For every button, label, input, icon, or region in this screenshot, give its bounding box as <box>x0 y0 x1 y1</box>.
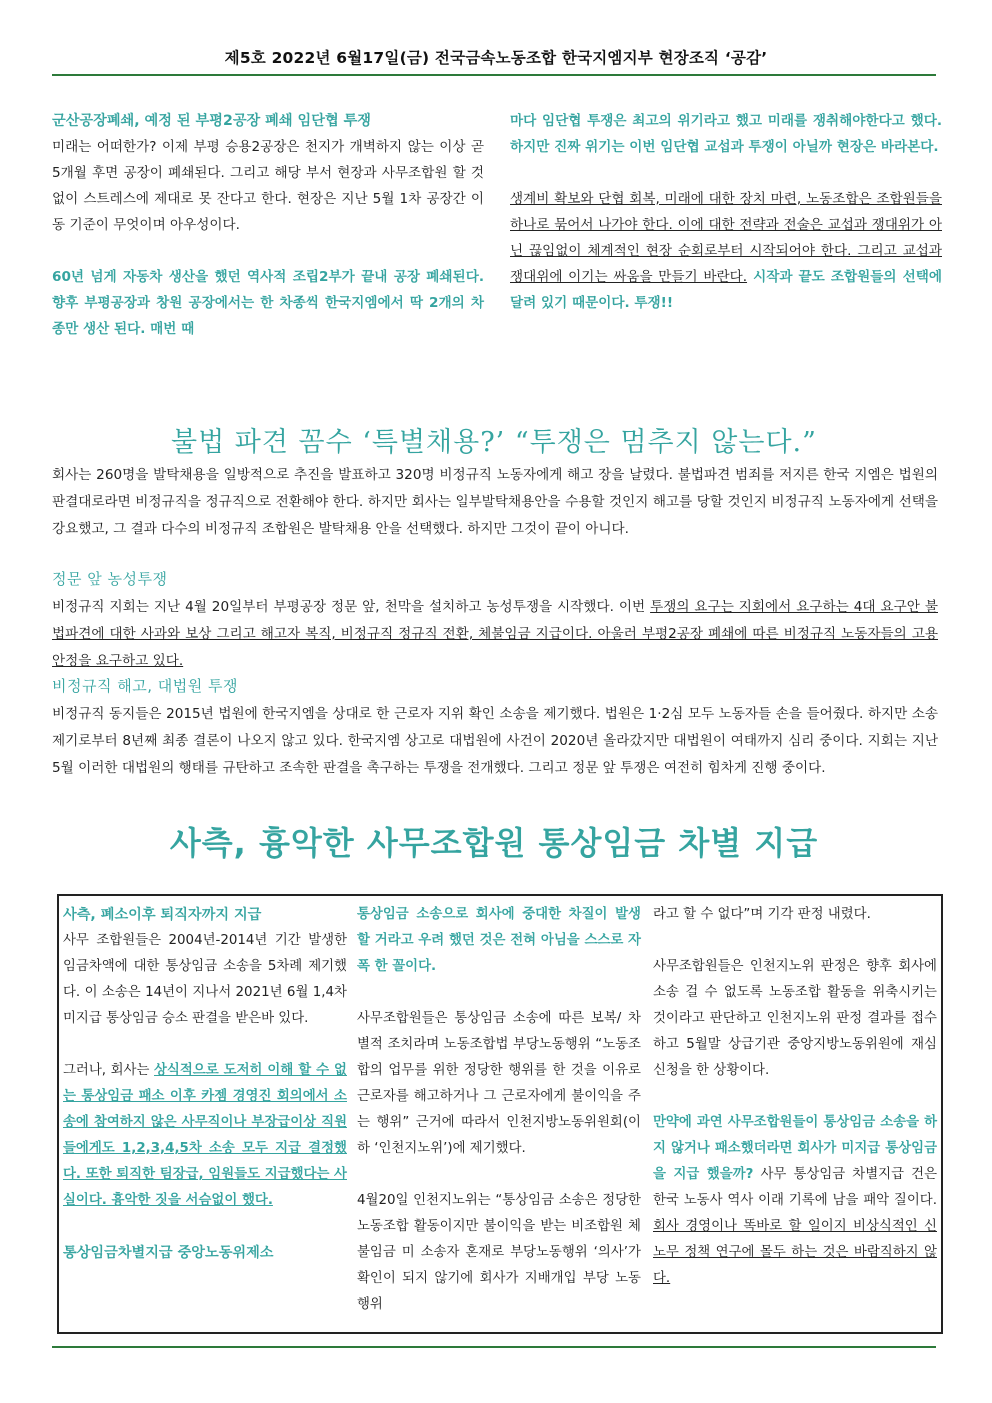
section1-paragraph-3: 마다 임단협 투쟁은 최고의 위기라고 했고 미래를 쟁취해야한다고 했다. 하지만 진짜 위기는 이번 임단협 교섭과 투쟁이 아닐까 현장은 바라본다. <box>510 113 942 155</box>
box-column1-paragraph-2: 그러나, 회사는 상식적으로 도저히 이해 할 수 없는 통상임금 패소 이후 카젬 경영진 회의에서 소송에 참여하지 않은 사무직이나 부장급이상 직원들에게도 1,2,3,4,5차 소송 모두 지급 결정했다. 또한 퇴직한 팀장급, 임원들도 지급했다는 사실이다. 흉악한 짓을 서슴없이 했다. <box>63 1063 347 1208</box>
section1-paragraph-2: 60년 넘게 자동차 생산을 했던 역사적 조립2부가 끝내 공장 폐쇄된다. 향후 부평공장과 창원 공장에서는 한 차종씩 한국지엠에서 딱 2개의 차종만 생산 된다. 매번 때 <box>52 269 484 337</box>
section1-paragraph-1: 미래는 어떠한가? 이제 부평 승용2공장은 천지가 개벽하지 않는 이상 곧 5개월 후면 공장이 폐쇄된다. 그리고 해당 부서 현장과 사무조합원 할 것 없이 스트레스에 제대로 못 잔다고 한다. 현장은 지난 5월 1차 공장간 이동 기준이 무엇이며 아우성이다. <box>52 139 484 233</box>
section1-paragraph-4 <box>510 186 942 316</box>
box-column3-paragraph-2: 사무조합원들은 인천지노위 판정은 향후 회사에 소송 걸 수 없도록 노동조합 활동을 위축시키는 것이라고 판단하고 인천지노위 판정 결과를 접수하고 5월말 상급기관 중앙지방노동위원에 재심 신청을 한 상황이다. <box>653 959 937 1078</box>
box-column3-underlined-text: 회사 경영이나 똑바로 할 일이지 비상식적인 신 노무 정책 연구에 몰두 하는 것은 바람직하지 않다. <box>653 1219 937 1286</box>
section2-sit-in-text: 비정규직 지회는 지난 4월 20일부터 부평공장 정문 앞, 천막을 설치하고 농성투쟁을 시작했다. 이번 투쟁의 요구는 지회에서 요구하는 4대 요구안 불법파견에 대한 사과와 보상 그리고 해고자 복직, 비정규직 정규직 전환, 체불임금 지급이다. 아울러 부평2공장 폐쇄에 따른 비정규직 노동자들의 고용안정을 요구하고 있다. <box>52 599 938 669</box>
section1-heading: 군산공장폐쇄, 예정 된 부평2공장 폐쇄 임단협 투쟁 <box>52 113 372 129</box>
newsletter-header: 제5호 2022년 6월17일(금) 전국금속노동조합 한국지엠지부 현장조직 ‘공감’ <box>224 49 768 67</box>
box-column3-teal-text: 만약에 과연 사무조합원들이 통상임금 소송을 하지 않거나 패소했더라면 회사가 미지급 통상임금을 지급 했을까? <box>653 1115 937 1182</box>
section1-closing-text: 시작과 끝도 조합원들의 선택에 달려 있기 때문이다. 투쟁!! <box>510 269 942 311</box>
section2-subheading-sit-in: 정문 앞 농성투쟁 <box>52 570 168 588</box>
box-column3-paragraph-1: 라고 할 수 없다”며 기각 판정 내렸다. <box>653 907 871 922</box>
box-column2-paragraph-3: 4월20일 인천지노위는 “통상임금 소송은 정당한 노동조합 활동이지만 불이익을 받는 비조합원 체불임금 미 소송자 혼재로 부당노동행위 ‘의사’가 확인이 되지 않기에 회사가 지배개입 부당 노동행위 <box>357 1193 641 1312</box>
box-column1-highlight: 상식적으로 도저히 이해 할 수 없는 통상임금 패소 이후 카젬 경영진 회의에서 소송에 참여하지 않은 사무직이나 부장급이상 직원들에게도 1,2,3,4,5차 소송 모두 지급 결정했다. 또한 퇴직한 팀장급, 임원들도 지급했다는 사실이다. 흉악한 짓을 서슴없이 했다. <box>63 1063 347 1208</box>
box-column2-paragraph-1: 통상임금 소송으로 회사에 중대한 차질이 발생 할 거라고 우려 했던 것은 전혀 아님을 스스로 자폭 한 꼴이다. <box>357 907 641 974</box>
section2-supreme-court-text: 비정규직 동지들은 2015년 법원에 한국지엠을 상대로 한 근로자 지위 확인 소송을 제기했다. 법원은 1·2심 모두 노동자들 손을 들어줬다. 하지만 소송 제기로부터 8년째 최종 결론이 나오지 않고 있다. 한국지엠 상고로 대법원에 사건이 2020년 올라갔지만 대법원이 여태까지 심리 중이다. 지회는 지난 5월 이러한 대법원의 행태를 규탄하고 조속한 판결을 촉구하는 투쟁을 전개했다. 그리고 정문 앞 투쟁은 여전히 힘차게 진행 중이다. <box>52 706 938 776</box>
box-column1-paragraph-1: 사무 조합원들은 2004년-2014년 기간 발생한 임금차액에 대한 통상임금 소송을 5차례 제기했다. 이 소송은 14년이 지나서 2021년 6월 1,4차 미지급 통상임금 승소 판결을 받은바 있다. <box>63 933 347 1026</box>
box-column3-paragraph-3: 만약에 과연 사무조합원들이 통상임금 소송을 하지 않거나 패소했더라면 회사가 미지급 통상임금을 지급 했을까? 사무 통상임금 차별지급 건은 한국 노동사 역사 이래 기록에 남을 패악 질이다. 회사 경영이나 똑바로 할 일이지 비상식적인 신 노무 정책 연구에 몰두 하는 것은 바람직하지 않다. <box>653 1115 938 1286</box>
box-column2-paragraph-2: 사무조합원들은 통상임금 소송에 따른 보복/ 차별적 조치라며 노동조합법 부당노동행위 “노동조합의 업무를 위한 정당한 행위를 한 것을 이유로 근로자를 해고하거나 그 근로자에게 불이익을 주는 행위” 근거에 따라서 인천지방노동위원회(이하 ‘인천지노위’)에 제기했다. <box>357 1011 641 1156</box>
section3-box <box>57 894 943 1334</box>
footer-rule <box>52 1346 936 1348</box>
header-rule <box>52 74 936 76</box>
section2-subheading-supreme-court: 비정규직 해고, 대법원 투쟁 <box>52 677 238 695</box>
section1-right-column <box>510 108 942 316</box>
box-column-1 <box>63 902 347 1266</box>
box-column-3 <box>653 902 937 1292</box>
section2-intro: 회사는 260명을 발탁채용을 일방적으로 추진을 발표하고 320명 비정규직 노동자에게 해고 장을 날렸다. 불법파견 범죄를 저지른 한국 지엠은 법원의 판결대로라면 비정규직을 정규직으로 전환해야 한다. 하지만 회사는 일부발탁채용안을 수용할 것인지 해고를 당할 것인지 비정규직 노동자에게 선택을 강요했고, 그 결과 다수의 비정규직 조합원은 발탁채용 안을 선택했다. 하지만 그것이 끝이 아니다. <box>52 467 938 537</box>
section1-left-column <box>52 108 484 342</box>
section2-demands-underlined: 투쟁의 요구는 지회에서 요구하는 4대 요구안 불법파견에 대한 사과와 보상 그리고 해고자 복직, 비정규직 정규직 전환, 체불임금 지급이다. 아울러 부평2공장 폐쇄에 따른 비정규직 노동자들의 고용안정을 요구하고 있다. <box>52 599 938 669</box>
section3-title: 사측, 흉악한 사무조합원 통상임금 차별 지급 <box>169 824 819 862</box>
box-column1-heading: 사측, 폐소이후 퇴직자까지 지급 <box>63 907 262 923</box>
box-column1-heading-2: 통상임금차별지급 중앙노동위제소 <box>63 1245 274 1261</box>
section1-underlined-text: 생계비 확보와 단협 회복, 미래에 대한 장치 마련, 노동조합은 조합원들을 하나로 묶어서 나가야 한다. 이에 대한 전략과 전술은 교섭과 쟁대위가 아닌 끊임없이 체계적인 현장 순회로부터 시작되어야 한다. 그리고 교섭과 쟁대위에 이기는 싸움을 만들기 바란다. <box>510 191 942 285</box>
box-column-2 <box>357 902 641 1318</box>
section2-title: 불법 파견 꼼수 ‘특별채용?’ “투쟁은 멈추지 않는다.” <box>171 427 817 458</box>
